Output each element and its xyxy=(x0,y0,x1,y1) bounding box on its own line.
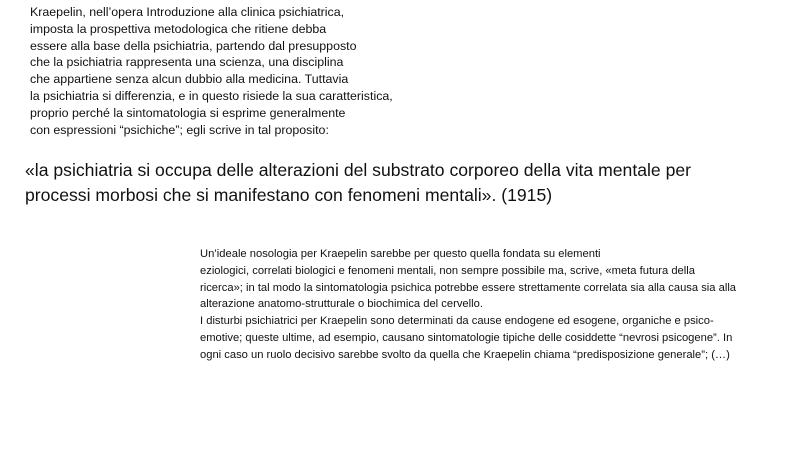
intro-line: imposta la prospettiva metodologica che ritiene debba xyxy=(30,21,327,36)
intro-line: che la psichiatria rappresenta una scienza, una disciplina xyxy=(30,55,344,70)
body-line: ogni caso un ruolo decisivo sarebbe svolto da quella che Kraepelin chiama “predisposizione generale”; (…) xyxy=(200,348,730,361)
body-line: ricerca»; in tal modo la sintomatologia psichica potrebbe essere strettamente correlata sia alla causa sia alla xyxy=(200,281,737,294)
body-line: alterazione anatomo-strutturale o biochimica del cervello. xyxy=(200,298,483,311)
body-line: I disturbi psichiatrici per Kraepelin sono determinati da cause endogene ed esogene, organiche e psico- xyxy=(200,315,714,328)
body-line: emotive; queste ultime, ad esempio, causano sintomatologie tipiche delle cosiddette “nevrosi psicogene”. In xyxy=(200,331,733,344)
body-line: Un’ideale nosologia per Kraepelin sarebbe per questo quella fondata su elementi xyxy=(200,248,601,260)
quote-line: «la psichiatria si occupa delle alterazioni del substrato corporeo della vita mentale per xyxy=(25,160,692,180)
intro-line: essere alla base della psichiatria, partendo dal presupposto xyxy=(30,38,357,53)
intro-line: proprio perché la sintomatologia si esprime generalmente xyxy=(30,105,346,120)
intro-paragraph xyxy=(30,4,410,138)
quote-line: processi morbosi che si manifestano con fenomeni mentali». (1915) xyxy=(25,185,553,205)
kraepelin-quote xyxy=(25,158,765,208)
body-paragraph xyxy=(200,246,790,364)
intro-line: Kraepelin, nell’opera Introduzione alla clinica psichiatrica, xyxy=(30,5,345,19)
intro-line: che appartiene senza alcun dubbio alla medicina. Tuttavia xyxy=(30,72,349,87)
intro-line: la psichiatria si differenzia, e in questo risiede la sua caratteristica, xyxy=(30,88,393,103)
intro-line: con espressioni “psichiche”; egli scrive in tal proposito: xyxy=(30,122,329,137)
body-line: eziologici, correlati biologici e fenomeni mentali, non sempre possibile ma, scrive, «meta futura della xyxy=(200,264,695,277)
